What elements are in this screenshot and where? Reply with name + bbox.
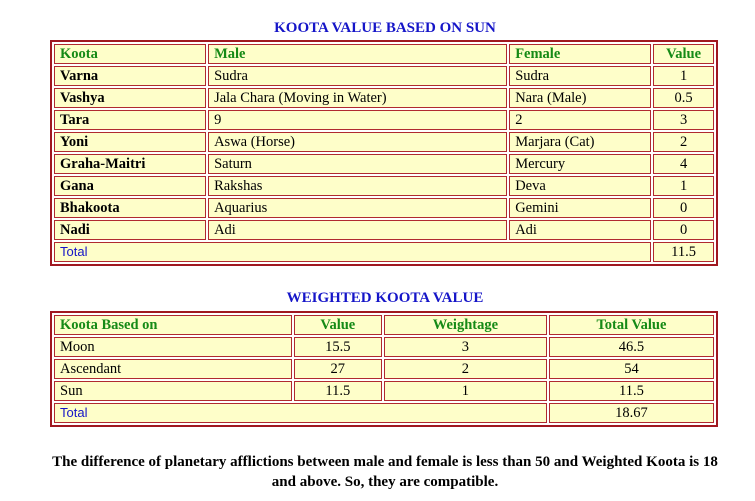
- basis-cell: Sun: [54, 381, 292, 401]
- value-cell: 11.5: [294, 381, 382, 401]
- koota-name-cell: Varna: [54, 66, 206, 86]
- column-header-total-value: Total Value: [549, 315, 714, 335]
- table-row: [54, 337, 714, 357]
- value-cell: 1: [653, 176, 714, 196]
- female-cell: 2: [509, 110, 651, 130]
- table-row: [54, 220, 714, 240]
- male-cell: Jala Chara (Moving in Water): [208, 88, 507, 108]
- male-cell: Saturn: [208, 154, 507, 174]
- value-cell: 1: [653, 66, 714, 86]
- table-header-row: [54, 44, 714, 64]
- koota-name-cell: Vashya: [54, 88, 206, 108]
- weightage-cell: 1: [384, 381, 547, 401]
- value-cell: 0: [653, 220, 714, 240]
- value-cell: 2: [653, 132, 714, 152]
- value-cell: 27: [294, 359, 382, 379]
- column-header-value: Value: [294, 315, 382, 335]
- column-header-koota-based-on: Koota Based on: [54, 315, 292, 335]
- female-cell: Marjara (Cat): [509, 132, 651, 152]
- female-cell: Gemini: [509, 198, 651, 218]
- table-row: [54, 66, 714, 86]
- value-cell: 0.5: [653, 88, 714, 108]
- table-row: [54, 359, 714, 379]
- koota-name-cell: Nadi: [54, 220, 206, 240]
- column-header-weightage: Weightage: [384, 315, 547, 335]
- value-cell: 3: [653, 110, 714, 130]
- basis-cell: Ascendant: [54, 359, 292, 379]
- koota-name-cell: Gana: [54, 176, 206, 196]
- weighted-table-title: WEIGHTED KOOTA VALUE: [286, 290, 484, 306]
- compatibility-conclusion: The difference of planetary afflictions between male and female is less than 50 and Weighted Koota is 18 and above. So, they are compatible.: [52, 454, 718, 490]
- table-row: [54, 176, 714, 196]
- koota-name-cell: Yoni: [54, 132, 206, 152]
- male-cell: Rakshas: [208, 176, 507, 196]
- female-cell: Deva: [509, 176, 651, 196]
- table-row: [54, 110, 714, 130]
- male-cell: Aswa (Horse): [208, 132, 507, 152]
- weightage-cell: 2: [384, 359, 547, 379]
- koota-value-table: [50, 40, 718, 266]
- basis-cell: Moon: [54, 337, 292, 357]
- male-cell: Sudra: [208, 66, 507, 86]
- column-header-female: Female: [509, 44, 651, 64]
- table-header-row: [54, 315, 714, 335]
- total-value: 11.5: [653, 242, 714, 262]
- male-cell: 9: [208, 110, 507, 130]
- koota-name-cell: Graha-Maitri: [54, 154, 206, 174]
- koota-name-cell: Bhakoota: [54, 198, 206, 218]
- total-value: 18.67: [549, 403, 714, 423]
- table-row: [54, 198, 714, 218]
- table-row: [54, 154, 714, 174]
- total-value-cell: 11.5: [549, 381, 714, 401]
- weighted-koota-table: [50, 311, 718, 427]
- weightage-cell: 3: [384, 337, 547, 357]
- value-cell: 15.5: [294, 337, 382, 357]
- female-cell: Adi: [509, 220, 651, 240]
- total-value-cell: 46.5: [549, 337, 714, 357]
- female-cell: Sudra: [509, 66, 651, 86]
- table-row: [54, 381, 714, 401]
- koota-name-cell: Tara: [54, 110, 206, 130]
- value-cell: 4: [653, 154, 714, 174]
- female-cell: Nara (Male): [509, 88, 651, 108]
- table-row: [54, 132, 714, 152]
- koota-table-title: KOOTA VALUE BASED ON SUN: [274, 20, 496, 36]
- total-label: Total: [54, 403, 547, 423]
- total-value-cell: 54: [549, 359, 714, 379]
- column-header-koota: Koota: [54, 44, 206, 64]
- male-cell: Aquarius: [208, 198, 507, 218]
- column-header-value: Value: [653, 44, 714, 64]
- table-row: [54, 88, 714, 108]
- male-cell: Adi: [208, 220, 507, 240]
- total-row: [54, 242, 714, 262]
- female-cell: Mercury: [509, 154, 651, 174]
- column-header-male: Male: [208, 44, 507, 64]
- total-row: [54, 403, 714, 423]
- total-label: Total: [54, 242, 651, 262]
- value-cell: 0: [653, 198, 714, 218]
